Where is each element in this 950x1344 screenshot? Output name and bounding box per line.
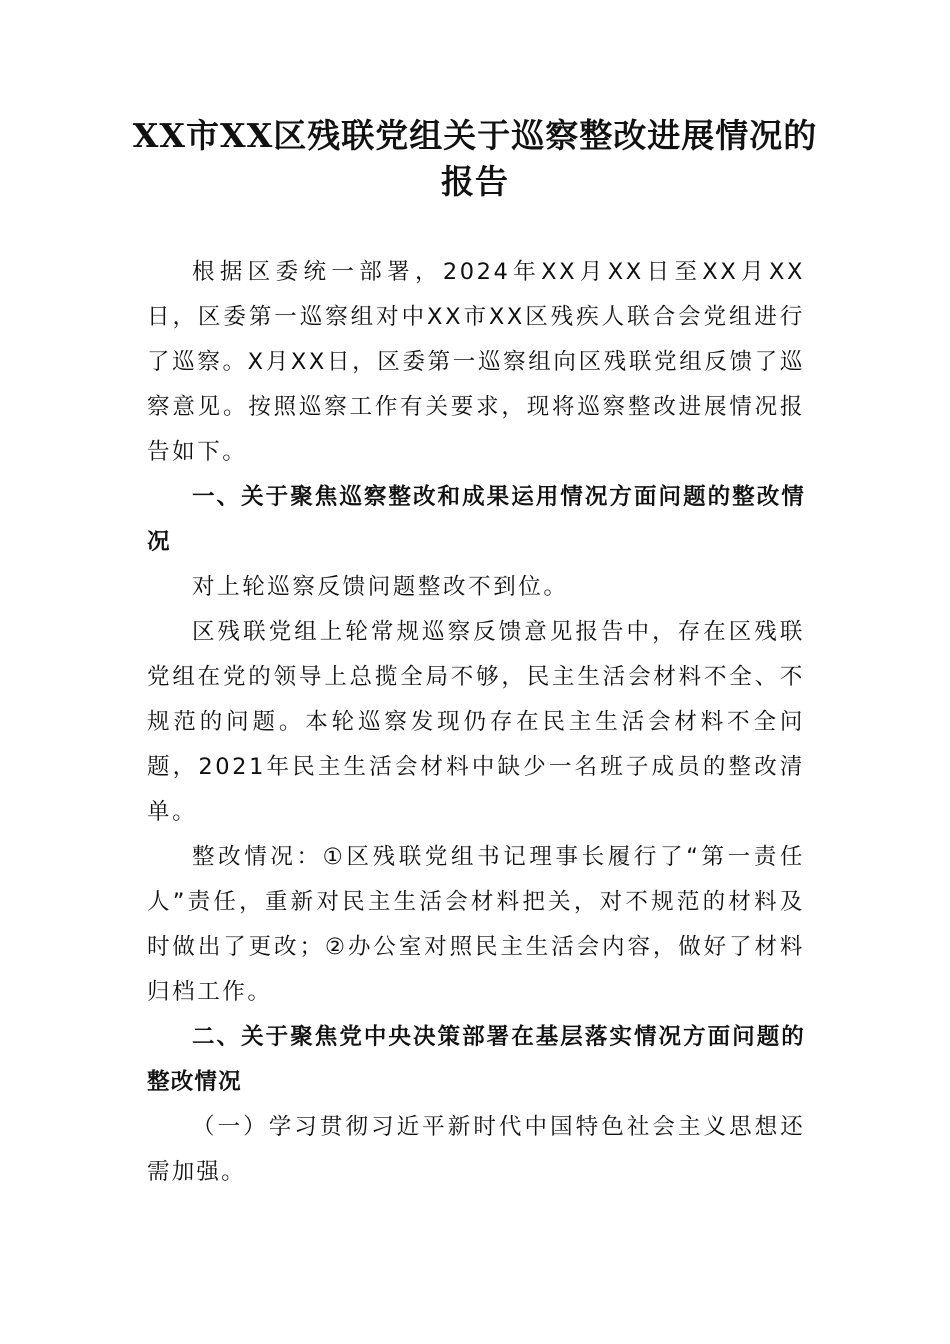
intro-paragraph: 根据区委统一部署，2024年XX月XX日至XX月XX日，区委第一巡察组对中XX市XX区残疾人联合会党组进行了巡察。X月XX日，区委第一巡察组向区残联党组反馈了巡察意见。按照巡察工作有关要求，现将巡察整改进展情况报告如下。 bbox=[147, 259, 805, 465]
subsection-heading-1: （一）学习贯彻习近平新时代中国特色社会主义思想还需加强。 bbox=[147, 1114, 805, 1185]
issue-statement: 对上轮巡察反馈问题整改不到位。 bbox=[192, 574, 569, 600]
section-heading-1: 一、关于聚焦巡察整改和成果运用情况方面问题的整改情况 bbox=[147, 484, 805, 555]
document-title: XX市XX区残联党组关于巡察整改进展情况的报告 bbox=[132, 116, 818, 201]
issue-detail-paragraph: 区残联党组上轮常规巡察反馈意见报告中，存在区残联党组在党的领导上总揽全局不够，民主生活会材料不全、不规范的问题。本轮巡察发现仍存在民主生活会材料不全问题，2021年民主生活会材料中缺少一名班子成员的整改清单。 bbox=[147, 619, 805, 825]
section-heading-2: 二、关于聚焦党中央决策部署在基层落实情况方面问题的整改情况 bbox=[147, 1024, 805, 1095]
rectification-paragraph: 整改情况：①区残联党组书记理事长履行了“第一责任人”责任，重新对民主生活会材料把关，对不规范的材料及时做出了更改；②办公室对照民主生活会内容，做好了材料归档工作。 bbox=[147, 844, 805, 1005]
document-body bbox=[147, 250, 805, 1195]
